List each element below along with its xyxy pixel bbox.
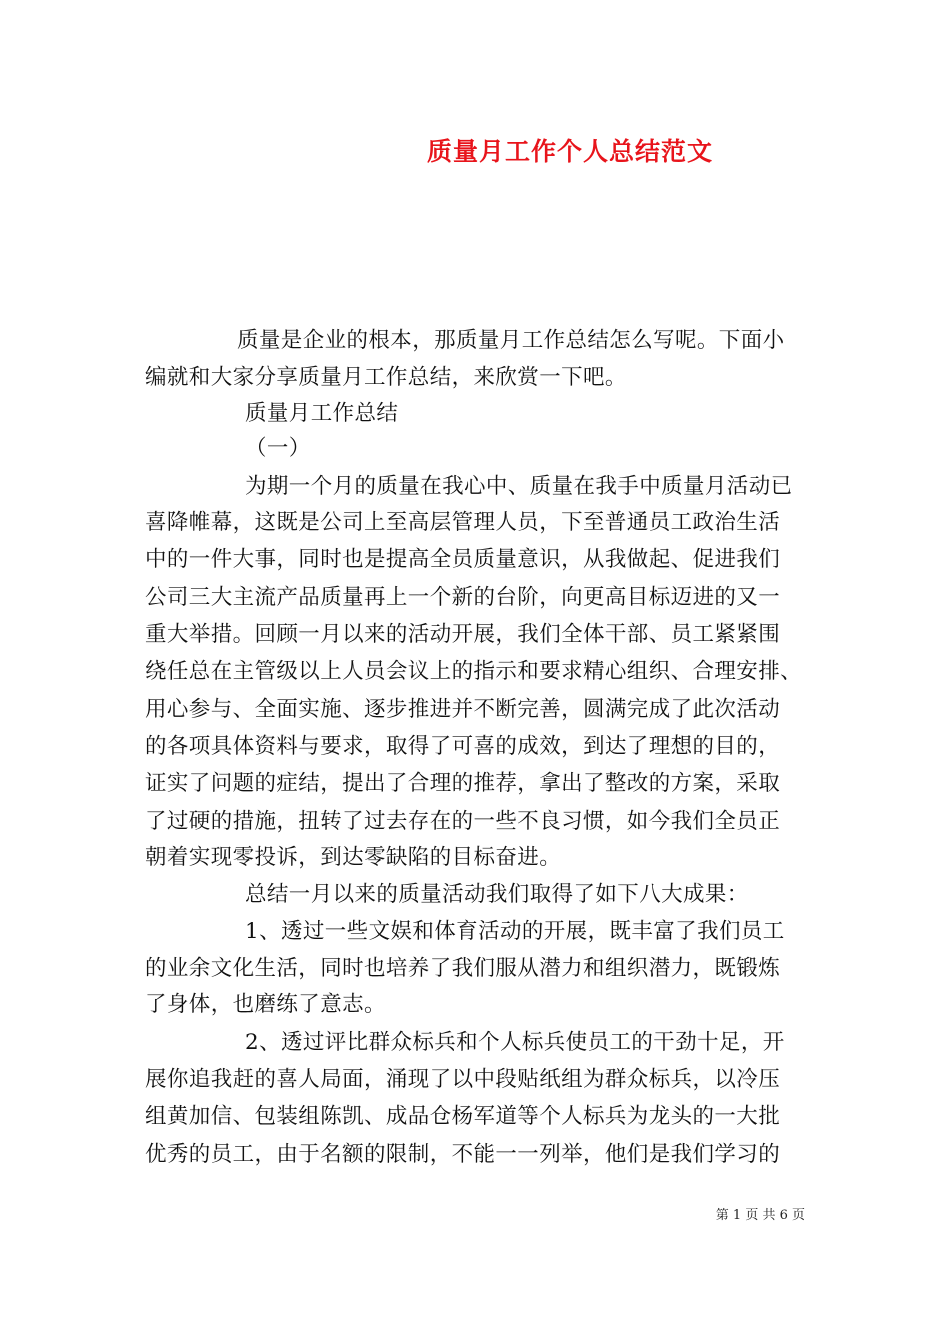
paragraph-line: 总结一月以来的质量活动我们取得了如下八大成果： [245, 882, 749, 907]
paragraph-line: 朝着实现零投诉，到达零缺陷的目标奋进。 [145, 845, 562, 870]
section-heading: 质量月工作总结 [245, 401, 399, 426]
paragraph-line: 证实了问题的症结，提出了合理的推荐，拿出了整改的方案，采取 [145, 771, 781, 796]
document-title: 质量月工作个人总结范文 [426, 137, 713, 166]
paragraph-line: 为期一个月的质量在我心中、质量在我手中质量月活动已 [245, 474, 793, 499]
paragraph-line: 2、透过评比群众标兵和个人标兵使员工的干劲十足，开 [245, 1030, 785, 1055]
paragraph-line: 公司三大主流产品质量再上一个新的台阶，向更高目标迈进的又一 [145, 585, 781, 610]
paragraph-line: 编就和大家分享质量月工作总结，来欣赏一下吧。 [145, 365, 627, 390]
paragraph-line: 喜降帷幕，这既是公司上至高层管理人员，下至普通员工政治生活 [145, 510, 781, 535]
paragraph-line: 组黄加信、包装组陈凯、成品仓杨军道等个人标兵为龙头的一大批 [145, 1104, 781, 1129]
paragraph-line: 了过硬的措施，扭转了过去存在的一些不良习惯，如今我们全员正 [145, 809, 781, 834]
paragraph-line: 的业余文化生活，同时也培养了我们服从潜力和组织潜力，既锻炼 [145, 956, 781, 981]
paragraph-line: 重大举措。回顾一月以来的活动开展，我们全体干部、员工紧紧围 [145, 622, 781, 647]
page-number-footer: 第 1 页 共 6 页 [715, 1208, 805, 1223]
paragraph-line: 的各项具体资料与要求，取得了可喜的成效，到达了理想的目的， [145, 734, 781, 759]
paragraph-line: 了身体，也磨练了意志。 [145, 992, 386, 1017]
section-number: （一） [245, 436, 311, 461]
paragraph-line: 质量是企业的根本，那质量月工作总结怎么写呢。下面小 [237, 328, 785, 353]
paragraph-line: 用心参与、全面实施、逐步推进并不断完善，圆满完成了此次活动 [145, 697, 781, 722]
paragraph-line: 优秀的员工，由于名额的限制，不能一一列举，他们是我们学习的 [145, 1142, 781, 1167]
paragraph-line: 中的一件大事，同时也是提高全员质量意识，从我做起、促进我们 [145, 547, 781, 572]
paragraph-line: 绕任总在主管级以上人员会议上的指示和要求精心组织、合理安排、 [145, 659, 803, 684]
paragraph-line: 展你追我赶的喜人局面，涌现了以中段贴纸组为群众标兵，以冷压 [145, 1067, 781, 1092]
paragraph-line: 1、透过一些文娱和体育活动的开展，既丰富了我们员工 [245, 919, 785, 944]
